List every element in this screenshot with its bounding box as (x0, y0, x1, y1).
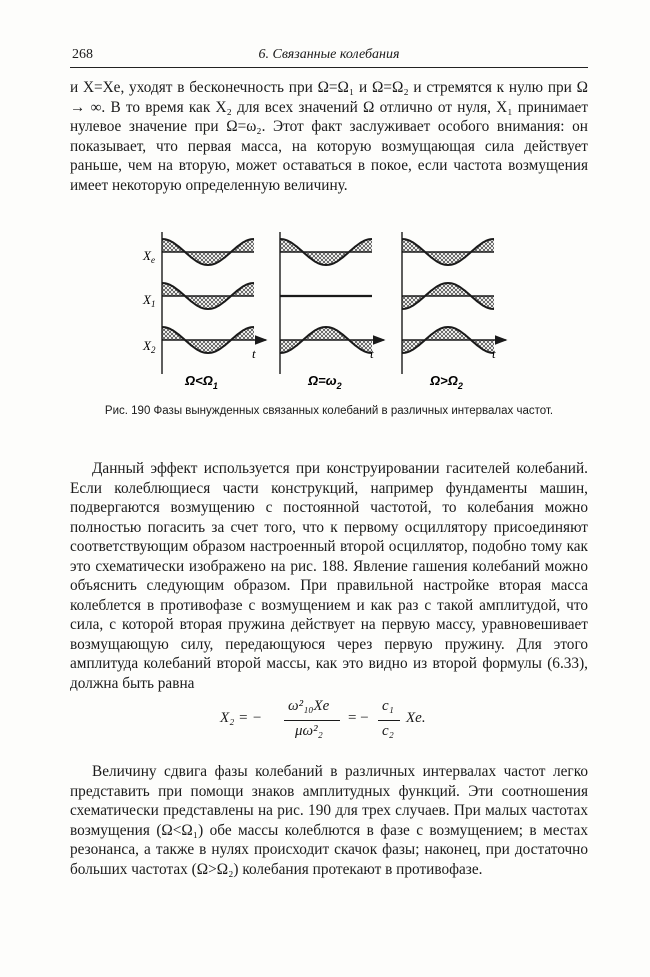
paragraph-2: Данный эффект используется при конструировании гасителей колебаний. Если колеблющиеся части конструкций, например фундаменты машин, подвергаются возмущению с постоянной частотой, то колебания можно полностью погасить за счет того, что к первому осциллятору присоединяют соответствующим образом настроенный второй осциллятор, подобно тому как это схематически изображено на рис. 188. Явление гашения колебаний можно объяснить следующим образом. При правильной настройке вторая масса колеблется в противофазе с возмущением и как раз с такой амплитудой, что сила, с которой вторая пружина действует на первую массу, уравновешивает возмущающую силу, передающуюся через первую пружину. Для этого амплитуда колебаний второй массы, как это видно из второй формулы (6.33), должна быть равна (70, 460, 588, 692)
page-number: 268 (72, 47, 93, 62)
row-label-xe: $X_e$ (143, 248, 155, 265)
paragraph-1: и X=Xe, уходят в бесконечность при Ω=Ω₁ и Ω=Ω₂ и стремятся к нулю при Ω → ∞. В то время как X₂ для всех значений Ω отлично от нуля, X₁ принимает нулевое значение при Ω=ω₂. Этот факт заслуживает особого внимания: он показывает, что первая масса, на которую возмущающая сила действует раньше, чем на вторую, может оставаться в покое, если частота возмущения имеет некоторую определенную величину. (70, 79, 588, 194)
panel-label-1: $\Omega<\Omega_1$ (185, 373, 218, 391)
row-label-x2: $X_2$ (143, 338, 156, 355)
formula-x2 (220, 698, 520, 744)
formula-middle: = − (348, 710, 369, 726)
formula-denominator-1: μω²₂ (295, 723, 323, 739)
panel-label-2: $\Omega=\omega_2$ (308, 373, 342, 391)
panel-labels (184, 373, 463, 391)
fraction-bar-1 (284, 720, 340, 721)
axis-label-t-1: t (252, 346, 256, 361)
formula-rhs: Xe. (406, 710, 426, 726)
figure-caption: Рис. 190 Фазы вынужденных связанных колебаний в различных интервалах частот. (104, 405, 554, 417)
formula-denominator-2: c₂ (382, 723, 394, 739)
formula-numerator-1: ω²₁₀Xe (288, 698, 330, 714)
panel-label-3: $\Omega>\Omega_2$ (430, 373, 463, 391)
fraction-bar-2 (378, 720, 400, 721)
figure-190 (140, 222, 520, 402)
paragraph-3: Величину сдвига фазы колебаний в различных интервалах частот легко представить при помощи знаков амплитудных функций. Эти соотношения схематически представлены на рис. 190 для трех случаев. При малых частотах возмущения (Ω<Ω₁) обе массы колеблются в фазе с возмущением; в местах резонанса, а также в нулях происходит скачок фазы; наконец, при достаточно больших частотах (Ω>Ω₂) колебания протекают в противофазе. (70, 763, 589, 878)
row-label-x1: $X_1$ (143, 292, 156, 309)
page-header (70, 45, 588, 68)
row-labels (142, 248, 156, 355)
axis-label-t-3: t (492, 346, 496, 361)
formula-lhs: X₂ = − (220, 710, 263, 726)
axis-label-t-2: t (370, 346, 374, 361)
running-title: 6. Связанные колебания (258, 47, 400, 62)
formula-numerator-2: c₁ (382, 698, 394, 714)
